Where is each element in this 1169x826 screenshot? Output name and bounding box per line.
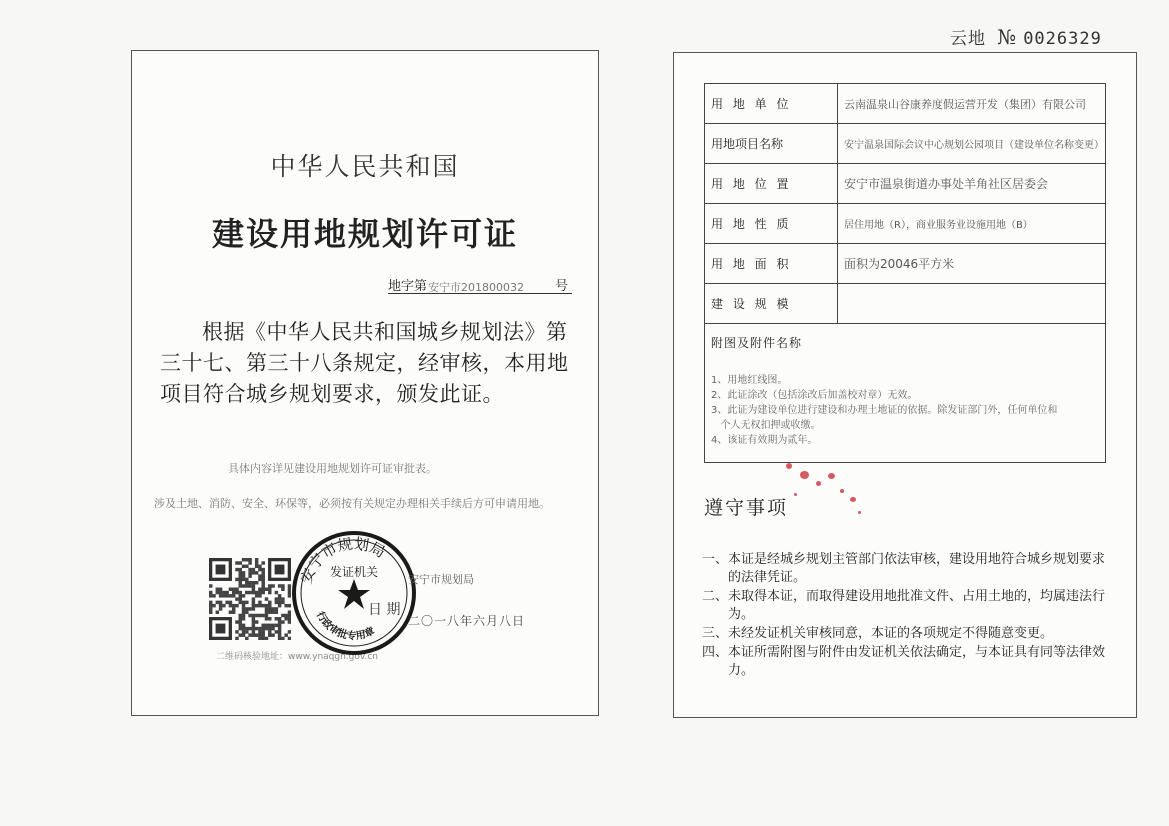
table-row [705,244,1106,284]
ink-blot [800,471,809,479]
ink-blot [858,511,861,514]
land-info-table [704,83,1106,463]
country-heading: 中华人民共和国 [270,152,460,181]
row-value: 居住用地（R），商业服务业设施用地（B） [838,204,1106,244]
row-value [838,284,1106,324]
rule-number: 二、 [702,589,729,604]
list-item [702,644,1114,680]
seal-center-text: 发证机关 [329,565,379,579]
rule-text: 本证所需附图与附件由发证机关依法确定，与本证具有同等法律效力。 [728,645,1106,678]
row-value: 安宁温泉国际会议中心规划公园项目（建设单位名称变更） [838,124,1106,164]
rules-list [702,551,1114,681]
serial-prefix: 云地 [950,29,986,49]
row-label: 用 地 位 置 [705,164,838,204]
ink-blot [786,463,792,469]
rule-number: 四、 [702,645,729,660]
list-item [702,551,1114,587]
row-label: 用 地 性 质 [705,204,838,244]
body-line: 根据《中华人民共和国城乡规划法》第 [202,320,568,344]
body-line: 项目符合城乡规划要求，颁发此证。 [160,382,504,406]
list-item [702,625,1114,643]
rule-number: 三、 [702,626,729,641]
row-label: 用 地 面 积 [705,244,838,284]
list-item: 4、该证有效期为贰年。 [711,435,818,446]
official-seal-icon [290,529,418,657]
issue-date-label: 日 期 [368,602,401,618]
qr-caption: 二维码核验地址：www.ynaqgh.gov.cn [216,652,379,662]
table-row [705,124,1106,164]
serial-value: 0026329 [1023,29,1102,49]
rule-text: 未经发证机关审核同意，本证的各项规定不得随意变更。 [728,626,1054,641]
certificate-left-page [131,50,599,716]
detail-note: 具体内容详见建设用地规划许可证审批表。 [228,462,437,475]
serial-number [950,24,1102,49]
list-item [702,588,1114,624]
row-value: 安宁市温泉街道办事处羊角社区居委会 [838,164,1106,204]
row-label: 用地项目名称 [705,124,838,164]
seal-bottom-text: 行政审批专用章 [313,609,377,643]
table-row [705,84,1106,124]
attachments-row [705,324,1106,463]
attachments-cell [705,324,1106,463]
qr-code-icon [209,558,291,640]
obey-heading: 遵守事项 [704,497,789,519]
issue-date: 二〇一八年六月八日 [408,614,526,628]
row-value: 云南温泉山谷康养度假运营开发（集团）有限公司 [838,84,1106,124]
table-row [705,204,1106,244]
doc-number-prefix: 地字第 [388,279,428,294]
attachments-list [711,373,1099,448]
rule-number: 一、 [702,552,729,567]
list-item: 3、此证为建设单位进行建设和办理土地证的依据。除发证部门外，任何单位和 [711,405,1058,416]
list-item: 1、用地红线图。 [711,375,788,386]
list-item: 2、此证涂改（包括涂改后加盖校对章）无效。 [711,390,918,401]
attachments-title: 附图及附件名称 [711,336,803,350]
certificate-body [160,317,580,410]
rule-text: 未取得本证，而取得建设用地批准文件、占用土地的，均属违法行为。 [728,589,1106,622]
table-row [705,284,1106,324]
ink-blot [816,481,821,486]
ink-blot [828,473,835,479]
certificate-title: 建设用地规划许可证 [211,215,518,253]
doc-number-suffix: 号 [554,279,568,294]
body-line: 三十七、第三十八条规定，经审核，本用地 [160,351,569,375]
ink-blot [840,489,844,493]
rule-text: 本证是经城乡规划主管部门依法审核，建设用地符合城乡规划要求的法律凭证。 [728,552,1106,585]
row-label: 用 地 单 位 [705,84,838,124]
ink-blot [794,493,797,496]
number-mark: № [997,25,1018,49]
list-item: 个人无权扣押或收缴。 [711,420,821,431]
row-value: 面积为20046平方米 [838,244,1106,284]
procedure-note: 涉及土地、消防、安全、环保等，必须按有关规定办理相关手续后方可申请用地。 [154,497,550,510]
ink-blot [850,497,856,502]
document-number [388,275,572,294]
certificate-right-page [673,52,1137,718]
seal-ring-text: 安宁市规划局 [297,534,389,586]
doc-number-value: 安宁市201800032 [428,281,524,294]
table-row [705,164,1106,204]
issuing-authority: 安宁市规划局 [408,573,474,586]
row-label: 建 设 规 模 [705,284,838,324]
